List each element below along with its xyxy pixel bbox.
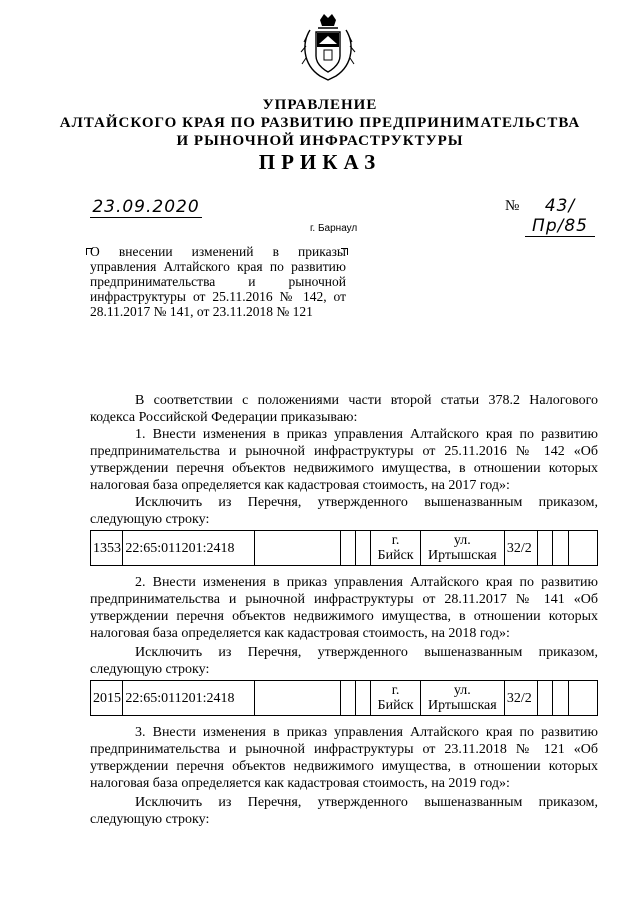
exclude-1-paragraph: Исключить из Перечня, утвержденного вышеназванным приказом, следующую строку: [90, 495, 598, 527]
issuer-line-3: И РЫНОЧНОЙ ИНФРАСТРУКТУРЫ [176, 133, 464, 149]
order-date: 23.09.2020 [90, 197, 202, 218]
city-cell: г. Бийск [371, 531, 421, 566]
empty-cell [254, 531, 340, 566]
empty-cell [568, 681, 597, 716]
order-number: 43/Пр/85 [525, 196, 595, 237]
cadastral-number-cell: 22:65:011201:2418 [123, 531, 255, 566]
empty-cell [356, 681, 371, 716]
issuer-line-1: УПРАВЛЕНИЕ [262, 97, 378, 113]
empty-cell [553, 531, 568, 566]
table-row [91, 531, 598, 566]
street-cell: ул. Иртышская [420, 531, 504, 566]
item-2-paragraph: 2. Внести изменения в приказ управления Алтайского края по развитию предпринимательства и рыночной инфраструктуры от 28.11.2017 № 141 «Об утверждении перечня объектов недвижимого имущества, в отношении которых налоговая база определяется как кадастровая стоимость, на 2018 год»: [90, 575, 598, 641]
excluded-row-table-1 [90, 530, 598, 566]
item-3-paragraph: 3. Внести изменения в приказ управления Алтайского края по развитию предпринимательства и рыночной инфраструктуры от 23.11.2018 № 121 «Об утверждении перечня объектов недвижимого имущества, в отношении которых налоговая база определяется как кадастровая стоимость, на 2019 год»: [90, 725, 598, 791]
empty-cell [538, 531, 553, 566]
order-subject: О внесении изменений в приказы управления Алтайского края по развитию предпринимательства и рыночной инфраструктуры от 25.11.2016 № 142, от 28.11.2017 № 141, от 23.11.2018 № 121 [90, 244, 346, 319]
city-cell: г. Бийск [371, 681, 421, 716]
empty-cell [254, 681, 340, 716]
row-number-cell: 2015 [91, 681, 123, 716]
city-line: г. Барнаул [310, 223, 358, 234]
issuer-line-2: АЛТАЙСКОГО КРАЯ ПО РАЗВИТИЮ ПРЕДПРИНИМАТЕЛЬСТВА [59, 115, 581, 131]
cadastral-number-cell: 22:65:011201:2418 [123, 681, 255, 716]
order-number-label: № [505, 198, 520, 214]
exclude-2-paragraph: Исключить из Перечня, утвержденного вышеназванным приказом, следующую строку: [90, 645, 598, 677]
empty-cell [538, 681, 553, 716]
coat-of-arms-emblem [298, 12, 358, 82]
item-1-paragraph: 1. Внести изменения в приказ управления Алтайского края по развитию предпринимательства и рыночной инфраструктуры от 25.11.2016 № 142 «Об утверждении перечня объектов недвижимого имущества, в отношении которых налоговая база определяется как кадастровая стоимость, на 2017 год»: [90, 427, 598, 493]
empty-cell [568, 531, 597, 566]
empty-cell [356, 531, 371, 566]
empty-cell [340, 531, 355, 566]
exclude-3-paragraph: Исключить из Перечня, утвержденного вышеназванным приказом, следующую строку: [90, 795, 598, 827]
preamble-paragraph: В соответствии с положениями части второй статьи 378.2 Налогового кодекса Российской Федерации приказываю: [90, 393, 598, 425]
street-cell: ул. Иртышская [420, 681, 504, 716]
empty-cell [553, 681, 568, 716]
house-cell: 32/2 [504, 681, 537, 716]
document-type-title: ПРИКАЗ [258, 150, 382, 174]
row-number-cell: 1353 [91, 531, 123, 566]
excluded-row-table-2 [90, 680, 598, 716]
house-cell: 32/2 [504, 531, 537, 566]
empty-cell [340, 681, 355, 716]
table-row [91, 681, 598, 716]
